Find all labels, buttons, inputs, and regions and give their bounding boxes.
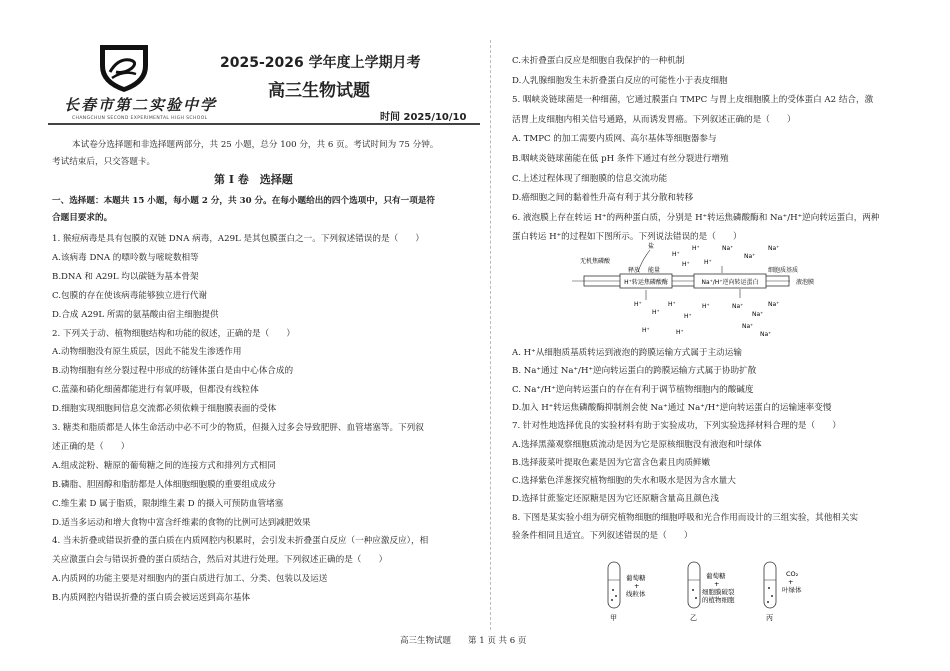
school-logo — [96, 42, 152, 98]
school-name: 长春市第二实验中学 — [64, 96, 218, 114]
svg-text:CO₂: CO₂ — [786, 570, 799, 578]
question-line: 5. 咽峡炎链球菌是一种细菌，它通过膜蛋白 TMPC 与胃上皮细胞膜上的受体蛋白 A2 结合，激 — [512, 95, 874, 106]
question-line: 3. 糖类和脂质都是人体生命活动中必不可少的物质，但摄入过多会导致肥胖、血管堵塞等。下列叙 — [52, 423, 424, 433]
svg-text:H⁺: H⁺ — [692, 245, 700, 252]
svg-text:Na⁺: Na⁺ — [768, 301, 780, 308]
figure-8-test-tubes — [596, 558, 836, 630]
question-line: D.癌细胞之间的黏着性升高有利于其分散和转移 — [512, 193, 694, 204]
svg-text:Na⁺: Na⁺ — [742, 323, 754, 330]
figure-6-membrane-transport — [572, 236, 842, 348]
proton-ions — [634, 245, 712, 336]
svg-text:H⁺: H⁺ — [672, 251, 680, 258]
svg-text:H⁺: H⁺ — [634, 301, 642, 308]
question-line: 2. 下列关于动、植物细胞结构和功能的叙述，正确的是（ ） — [52, 328, 295, 339]
svg-text:Na⁺: Na⁺ — [752, 311, 764, 318]
svg-text:H⁺: H⁺ — [704, 259, 712, 266]
question-line: B. Na⁺通过 Na⁺/H⁺逆向转运蛋白的跨膜运输方式属于协助扩散 — [512, 366, 757, 377]
question-line: A.动物细胞没有原生质层，因此不能发生渗透作用 — [52, 347, 242, 358]
question-line: D.细胞实现细胞间信息交流都必须依赖于细胞膜表面的受体 — [52, 404, 277, 415]
svg-text:Na⁺: Na⁺ — [744, 253, 756, 260]
svg-text:+: + — [788, 578, 794, 586]
question-line: 8. 下图是某实验小组为研究植物细胞的细胞呼吸和光合作用而设计的三组实验，其他相关实 — [512, 512, 859, 523]
question-line: D.选择甘蔗鉴定还原糖是因为它还原糖含量高且颜色浅 — [512, 494, 719, 505]
intro-line: 考试结束后，只交答题卡。 — [52, 157, 156, 167]
pyrophosphate-label: 无机焦磷酸 — [580, 258, 611, 265]
antiporter-label: Na⁺/H⁺逆向转运蛋白 — [701, 279, 759, 286]
question-line: A.该病毒 DNA 的嘌呤数与嘧啶数相等 — [52, 252, 199, 263]
question-line: A.内质网的功能主要是对细胞内的蛋白质进行加工、分类、包装以及运送 — [52, 574, 328, 585]
tube-yi — [688, 562, 735, 622]
svg-text:Na⁺: Na⁺ — [768, 245, 780, 252]
svg-text:H⁺: H⁺ — [642, 327, 650, 334]
svg-text:葡萄糖: 葡萄糖 — [626, 574, 646, 582]
section-title: 第 Ⅰ 卷 选择题 — [214, 173, 293, 186]
svg-text:H⁺: H⁺ — [668, 301, 676, 308]
pump-label: H⁺转运焦磷酸酶 — [624, 279, 668, 286]
question-line: D.合成 A29L 所需的氨基酸由宿主细胞提供 — [52, 309, 219, 320]
question-line: C. Na⁺/H⁺逆向转运蛋白的存在有利于调节植物细胞内的酸碱度 — [512, 384, 754, 395]
question-line: B.内质网腔内错误折叠的蛋白质会被运送到高尔基体 — [52, 593, 251, 604]
question-line: 蛋白转运 H⁺的过程如下图所示。下列说法错误的是（ ） — [512, 232, 742, 243]
question-line: C.维生素 D 属于脂质，限制维生素 D 的摄入可预防血管堵塞 — [52, 498, 284, 509]
question-line: B.DNA 和 A29L 均以碳链为基本骨架 — [52, 271, 199, 282]
svg-text:H⁺: H⁺ — [684, 313, 692, 320]
membrane-transport-diagram — [572, 236, 842, 344]
release-label: 释放 — [628, 267, 641, 274]
question-line: B.磷脂、胆固醇和脂肪都是人体细胞细胞膜的重要组成成分 — [52, 479, 276, 490]
svg-text:+: + — [714, 580, 720, 588]
school-english-name: CHANGCHUN SECOND EXPERIMENTAL HIGH SCHOOL — [72, 116, 208, 121]
intro-line: 本试卷分选择题和非选择题两部分，共 25 小题，总分 100 分，共 6 页。考试时间为 75 分钟。 — [72, 140, 439, 150]
svg-text:+: + — [634, 582, 640, 590]
test-tubes-diagram — [596, 558, 836, 626]
question-line: 6. 液泡膜上存在转运 H⁺的两种蛋白质，分别是 H⁺转运焦磷酸酶和 Na⁺/H⁺逆向转运蛋白，两种 — [512, 212, 880, 223]
svg-text:Na⁺: Na⁺ — [732, 303, 744, 310]
section-instruction: 一、选择题：本题共 15 小题，每小题 2 分，共 30 分。在每小题给出的四个选项中，只有一项是符 — [52, 196, 436, 206]
question-line: 4. 当未折叠或错误折叠的蛋白质在内质网腔内积累时，会引发未折叠蛋白反应（一种应激反应），相 — [52, 536, 429, 547]
question-line: A.组成淀粉、糖原的葡萄糖之间的连接方式和排列方式相同 — [52, 460, 276, 471]
svg-text:H⁺: H⁺ — [702, 303, 710, 310]
svg-text:H⁺: H⁺ — [652, 309, 660, 316]
question-line: C.包膜的存在使该病毒能够独立进行代谢 — [52, 290, 208, 301]
question-line: 验条件相同且适宜。下列叙述错误的是（ ） — [512, 531, 693, 541]
question-line: C.选择紫色洋葱探究植物细胞的失水和吸水是因为含水量大 — [512, 476, 736, 487]
svg-text:叶绿体: 叶绿体 — [782, 586, 802, 594]
question-line: B.咽峡炎链球菌能在低 pH 条件下通过有丝分裂进行增殖 — [512, 154, 729, 164]
sodium-ions — [722, 245, 779, 338]
exam-subtitle: 高三生物试题 — [268, 81, 370, 101]
question-line: B.选择菠菜叶提取色素是因为它富含色素且肉质鲜嫩 — [512, 457, 711, 468]
question-line: 7. 针对性地选择优良的实验材料有助于实验成功，下列实验选择材料合理的是（ ） — [512, 421, 841, 432]
school-shield-icon — [96, 42, 152, 94]
svg-text:H⁺: H⁺ — [676, 329, 684, 336]
question-line: 述正确的是（ ） — [52, 441, 130, 452]
svg-text:Na⁺: Na⁺ — [722, 245, 734, 252]
section-instruction: 合题目要求的。 — [52, 213, 113, 223]
question-line: D.加入 H⁺转运焦磷酸酶抑制剂会使 Na⁺通过 Na⁺/H⁺逆向转运蛋白的运输速率变慢 — [512, 402, 832, 413]
tube-label-bing: 丙 — [766, 614, 773, 622]
energy-label: 能量 — [648, 267, 661, 274]
svg-text:葡萄糖: 葡萄糖 — [706, 572, 726, 580]
salt-label: 盐 — [648, 243, 655, 250]
svg-text:Na⁺: Na⁺ — [760, 331, 772, 338]
column-divider — [490, 40, 491, 630]
question-line: C.未折叠蛋白反应是细胞自我保护的一种机制 — [512, 56, 685, 66]
question-line: D.人乳腺细胞发生未折叠蛋白反应的可能性小于表皮细胞 — [512, 75, 728, 86]
question-line: 活胃上皮细胞内相关信号通路，从而诱发胃癌。下列叙述正确的是（ ） — [512, 114, 796, 125]
question-line: B.动物细胞有丝分裂过程中形成的纺锤体蛋白是由中心体合成的 — [52, 366, 294, 377]
svg-text:H⁺: H⁺ — [682, 261, 690, 268]
svg-text:细胞膜破裂: 细胞膜破裂 — [702, 588, 735, 596]
question-line: A.选择黑藻观察细胞质流动是因为它是原核细胞没有液泡和叶绿体 — [512, 439, 762, 450]
tube-label-yi: 乙 — [690, 614, 697, 622]
question-line: 1. 猴痘病毒是具有包膜的双链 DNA 病毒，A29L 是其包膜蛋白之一。下列叙述错误的是（ ） — [52, 234, 424, 244]
question-line: C.蓝藻和硝化细菌都能进行有氧呼吸，但都没有线粒体 — [52, 385, 259, 396]
tube-jia — [608, 562, 646, 622]
tube-label-jia: 甲 — [610, 614, 617, 622]
question-line: A. H⁺从细胞质基质转运到液泡的跨膜运输方式属于主动运输 — [512, 348, 742, 358]
question-line: D.适当多运动和增大食物中富含纤维素的食物的比例可达到减肥效果 — [52, 517, 311, 528]
cytoplasm-label: 细胞质基质 — [768, 267, 799, 274]
vacuole-membrane-label: 液泡膜 — [796, 279, 815, 286]
svg-text:线粒体: 线粒体 — [626, 590, 646, 598]
question-line: 关应激蛋白会与错误折叠的蛋白质结合，然后对其进行处理。下列叙述正确的是（ ） — [52, 555, 388, 566]
question-line: C.上述过程体现了细胞膜的信息交流功能 — [512, 173, 668, 184]
question-line: A. TMPC 的加工需要内质网、高尔基体等细胞器参与 — [512, 134, 717, 145]
exam-time: 时间 2025/10/10 — [380, 112, 467, 123]
exam-title: 2025-2026 学年度上学期月考 — [220, 55, 421, 71]
header-rule — [48, 123, 480, 125]
svg-text:的植物细胞: 的植物细胞 — [702, 596, 735, 604]
tube-bing — [764, 562, 802, 622]
page-footer: 高三生物试题 第 1 页 共 6 页 — [400, 636, 527, 646]
